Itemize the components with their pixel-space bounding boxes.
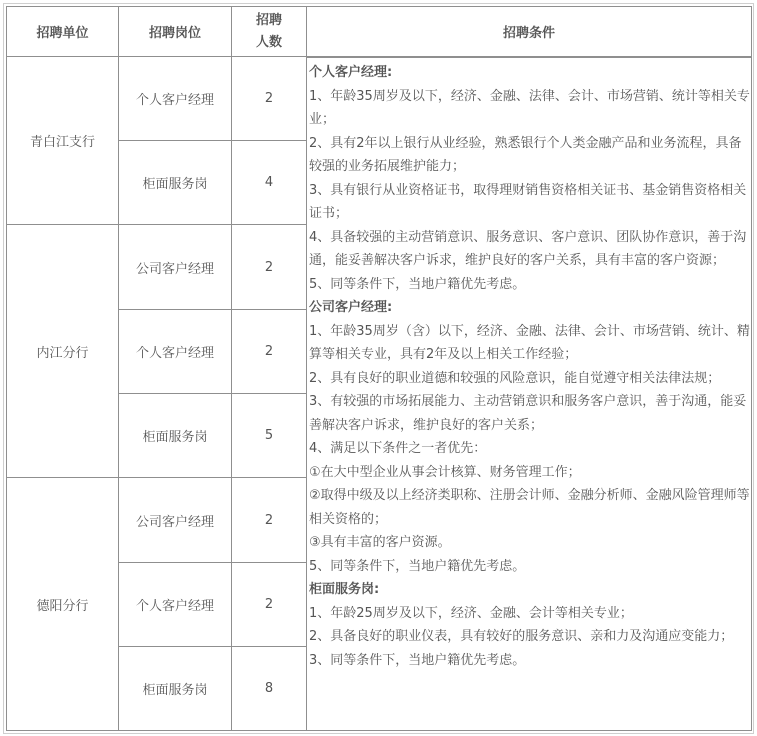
condition-item: 4、具备较强的主动营销意识、服务意识、客户意识、团队协作意识，善于沟通，能妥善解决客户诉求，维护良好的客户关系，具有丰富的客户资源； [309,229,747,268]
condition-title: 公司客户经理: [309,300,393,315]
condition-item: 2、具有2年以上银行从业经验，熟悉银行个人类金融产品和业务流程，具备较强的业务拓展维护能力； [309,135,742,174]
condition-item: 1、年龄25周岁及以下，经济、金融、会计等相关专业； [309,605,633,621]
header-count [231,6,307,57]
condition-item: ③具有丰富的客户资源。 [309,535,451,550]
condition-item: 2、具备良好的职业仪表，具有较好的服务意识、亲和力及沟通应变能力； [309,629,734,644]
condition-item: 4、满足以下条件之一者优先： [309,441,487,456]
condition-item: 1、年龄35周岁及以下，经济、金融、法律、会计、市场营销、统计等相关专业； [309,88,750,127]
header-conditions: 招聘条件 [306,6,752,57]
count-cell: 2 [231,477,307,563]
condition-title: 柜面服务岗: [309,582,380,597]
position-cell: 公司客户经理 [118,477,232,563]
position-cell: 柜面服务岗 [118,140,232,225]
branch-cell: 内江分行 [6,224,119,478]
condition-item: 5、同等条件下，当地户籍优先考虑。 [309,558,526,574]
header-count-line1: 招聘 [255,12,282,28]
count-cell: 4 [231,140,307,225]
branch-cell: 德阳分行 [6,477,119,731]
condition-item: 3、有较强的市场拓展能力、主动营销意识和服务客户意识，善于沟通，能妥善解决客户诉求，维护良好的客户关系； [309,394,747,433]
position-cell: 公司客户经理 [118,224,232,310]
position-cell: 个人客户经理 [118,309,232,394]
condition-item: 3、同等条件下，当地户籍优先考虑。 [309,652,526,668]
header-count-line2: 人数 [255,34,282,50]
position-cell: 个人客户经理 [118,56,232,141]
conditions-cell [306,57,752,731]
condition-item: 2、具有良好的职业道德和较强的风险意识，能自觉遵守相关法律法规； [309,370,721,386]
count-cell: 2 [231,56,307,141]
position-cell: 柜面服务岗 [118,393,232,478]
count-cell: 5 [231,393,307,478]
count-cell: 8 [231,646,307,731]
branch-cell: 青白江支行 [6,56,119,225]
condition-title: 个人客户经理: [309,65,393,80]
count-cell: 2 [231,224,307,310]
header-unit: 招聘单位 [6,6,119,57]
header-position: 招聘岗位 [118,6,232,57]
condition-item: ①在大中型企业从事会计核算、财务管理工作； [309,464,581,480]
position-cell: 柜面服务岗 [118,646,232,731]
count-cell: 2 [231,562,307,647]
position-cell: 个人客户经理 [118,562,232,647]
condition-item: 3、具有银行从业资格证书，取得理财销售资格相关证书、基金销售资格相关证书； [309,182,747,221]
condition-item: 5、同等条件下，当地户籍优先考虑。 [309,276,526,292]
condition-item: ②取得中级及以上经济类职称、注册会计师、金融分析师、金融风险管理师等相关资格的； [309,488,750,527]
count-cell: 2 [231,309,307,394]
condition-item: 1、年龄35周岁（含）以下，经济、金融、法律、会计、市场营销、统计、精算等相关专业，具有2年及以上相关工作经验； [309,323,750,362]
